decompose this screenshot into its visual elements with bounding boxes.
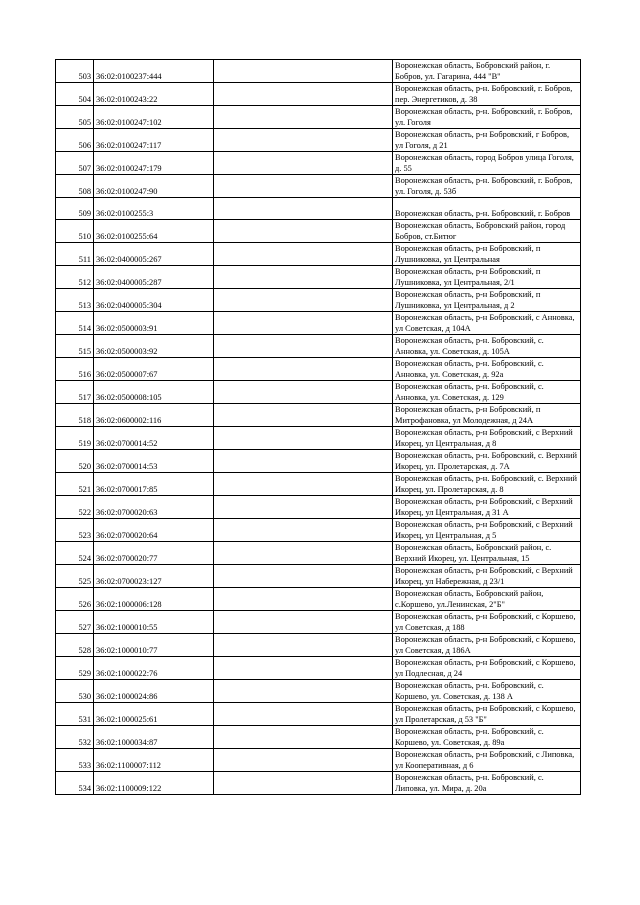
empty-cell bbox=[214, 588, 393, 611]
empty-cell bbox=[214, 83, 393, 106]
table-row bbox=[56, 749, 581, 772]
cadastral-number: 36:02:0500003:91 bbox=[94, 312, 214, 335]
row-number: 520 bbox=[56, 450, 94, 473]
cadastral-number: 36:02:1000025:61 bbox=[94, 703, 214, 726]
empty-cell bbox=[214, 565, 393, 588]
row-number: 530 bbox=[56, 680, 94, 703]
table-row bbox=[56, 106, 581, 129]
cadastral-number: 36:02:0600002:116 bbox=[94, 404, 214, 427]
cadastral-number: 36:02:0500008:105 bbox=[94, 381, 214, 404]
table-row bbox=[56, 404, 581, 427]
table-row bbox=[56, 450, 581, 473]
row-number: 534 bbox=[56, 772, 94, 795]
cadastral-number: 36:02:0400005:304 bbox=[94, 289, 214, 312]
address-cell: Воронежская область, р-н. Бобровский, с. Анновка, ул. Советская, д. 92а bbox=[393, 358, 581, 381]
table-row bbox=[56, 542, 581, 565]
empty-cell bbox=[214, 266, 393, 289]
address-cell: Воронежская область, р-н. Бобровский, с. Коршево, ул. Советская, д. 89а bbox=[393, 726, 581, 749]
row-number: 531 bbox=[56, 703, 94, 726]
table-row bbox=[56, 496, 581, 519]
table-row bbox=[56, 611, 581, 634]
cadastral-number: 36:02:0700014:52 bbox=[94, 427, 214, 450]
table-row bbox=[56, 175, 581, 198]
cadastral-number: 36:02:1000010:55 bbox=[94, 611, 214, 634]
empty-cell bbox=[214, 289, 393, 312]
row-number: 508 bbox=[56, 175, 94, 198]
cadastral-number: 36:02:1100009:122 bbox=[94, 772, 214, 795]
row-number: 514 bbox=[56, 312, 94, 335]
table-row bbox=[56, 634, 581, 657]
address-cell: Воронежская область, р-н Бобровский, с Коршево, ул Советская, д 186А bbox=[393, 634, 581, 657]
empty-cell bbox=[214, 450, 393, 473]
cadastral-number: 36:02:0700020:64 bbox=[94, 519, 214, 542]
cadastral-number: 36:02:1000010:77 bbox=[94, 634, 214, 657]
cadastral-number: 36:02:0700014:53 bbox=[94, 450, 214, 473]
row-number: 507 bbox=[56, 152, 94, 175]
empty-cell bbox=[214, 106, 393, 129]
empty-cell bbox=[214, 335, 393, 358]
address-cell: Воронежская область, р-н Бобровский, с Верхний Икорец, ул Набережная, д 23/1 bbox=[393, 565, 581, 588]
table-row bbox=[56, 312, 581, 335]
address-cell: Воронежская область, р-н. Бобровский, г. Бобров, ул. Гоголя bbox=[393, 106, 581, 129]
row-number: 526 bbox=[56, 588, 94, 611]
empty-cell bbox=[214, 634, 393, 657]
table-row bbox=[56, 473, 581, 496]
property-register-table bbox=[55, 59, 581, 795]
row-number: 517 bbox=[56, 381, 94, 404]
empty-cell bbox=[214, 404, 393, 427]
empty-cell bbox=[214, 129, 393, 152]
table-row bbox=[56, 243, 581, 266]
address-cell: Воронежская область, р-н Бобровский, с Коршево, ул Подлесная, д 24 bbox=[393, 657, 581, 680]
cadastral-number: 36:02:1000022:76 bbox=[94, 657, 214, 680]
empty-cell bbox=[214, 496, 393, 519]
table-row bbox=[56, 519, 581, 542]
row-number: 527 bbox=[56, 611, 94, 634]
row-number: 513 bbox=[56, 289, 94, 312]
row-number: 525 bbox=[56, 565, 94, 588]
table-row bbox=[56, 772, 581, 795]
table-row bbox=[56, 152, 581, 175]
cadastral-number: 36:02:1000024:86 bbox=[94, 680, 214, 703]
cadastral-number: 36:02:1000006:128 bbox=[94, 588, 214, 611]
address-cell: Воронежская область, Бобровский район, г. Бобров, ул. Гагарина, 444 "В" bbox=[393, 60, 581, 83]
table-row bbox=[56, 220, 581, 243]
empty-cell bbox=[214, 611, 393, 634]
address-cell: Воронежская область, р-н. Бобровский, с. Верхний Икорец, ул. Пролетарская, д. 7А bbox=[393, 450, 581, 473]
address-cell: Воронежская область, р-н. Бобровский, г. Бобров, пер. Энергетиков, д. 38 bbox=[393, 83, 581, 106]
row-number: 512 bbox=[56, 266, 94, 289]
cadastral-number: 36:02:0100247:179 bbox=[94, 152, 214, 175]
empty-cell bbox=[214, 60, 393, 83]
empty-cell bbox=[214, 680, 393, 703]
address-cell: Воронежская область, р-н. Бобровский, г. Бобров bbox=[393, 198, 581, 220]
row-number: 523 bbox=[56, 519, 94, 542]
table-row bbox=[56, 381, 581, 404]
address-cell: Воронежская область, р-н. Бобровский, с. Верхний Икорец, ул. Пролетарская, д. 8 bbox=[393, 473, 581, 496]
address-cell: Воронежская область, Бобровский район, с. Верхний Икорец, ул. Центральная, 15 bbox=[393, 542, 581, 565]
table-row bbox=[56, 83, 581, 106]
row-number: 515 bbox=[56, 335, 94, 358]
table-row bbox=[56, 565, 581, 588]
address-cell: Воронежская область, р-н. Бобровский, с. Анновка, ул. Советская, д. 105А bbox=[393, 335, 581, 358]
empty-cell bbox=[214, 542, 393, 565]
empty-cell bbox=[214, 243, 393, 266]
address-cell: Воронежская область, р-н Бобровский, п Лушниковка, ул Центральная, д 2 bbox=[393, 289, 581, 312]
cadastral-number: 36:02:0500007:67 bbox=[94, 358, 214, 381]
address-cell: Воронежская область, Бобровский район, с.Коршево, ул.Ленинская, 2"Б" bbox=[393, 588, 581, 611]
empty-cell bbox=[214, 519, 393, 542]
table-row bbox=[56, 266, 581, 289]
empty-cell bbox=[214, 772, 393, 795]
cadastral-number: 36:02:0100243:22 bbox=[94, 83, 214, 106]
cadastral-number: 36:02:0100255:64 bbox=[94, 220, 214, 243]
cadastral-number: 36:02:0100237:444 bbox=[94, 60, 214, 83]
address-cell: Воронежская область, р-н. Бобровский, г. Бобров, ул. Гоголя, д. 53б bbox=[393, 175, 581, 198]
empty-cell bbox=[214, 749, 393, 772]
row-number: 529 bbox=[56, 657, 94, 680]
address-cell: Воронежская область, р-н Бобровский, с Коршево, ул Пролетарская, д 53 "Б" bbox=[393, 703, 581, 726]
empty-cell bbox=[214, 152, 393, 175]
empty-cell bbox=[214, 703, 393, 726]
cadastral-number: 36:02:0100255:3 bbox=[94, 198, 214, 220]
row-number: 505 bbox=[56, 106, 94, 129]
cadastral-number: 36:02:0100247:117 bbox=[94, 129, 214, 152]
table-row bbox=[56, 289, 581, 312]
address-cell: Воронежская область, р-н. Бобровский, с. Коршево, ул. Советская, д. 138 А bbox=[393, 680, 581, 703]
row-number: 518 bbox=[56, 404, 94, 427]
address-cell: Воронежская область, р-н Бобровский, с Коршево, ул Советская, д 188 bbox=[393, 611, 581, 634]
address-cell: Воронежская область, р-н Бобровский, п Лушниковка, ул Центральная, 2/1 bbox=[393, 266, 581, 289]
table-row bbox=[56, 588, 581, 611]
cadastral-number: 36:02:0500003:92 bbox=[94, 335, 214, 358]
cadastral-number: 36:02:0400005:287 bbox=[94, 266, 214, 289]
row-number: 522 bbox=[56, 496, 94, 519]
row-number: 516 bbox=[56, 358, 94, 381]
row-number: 533 bbox=[56, 749, 94, 772]
row-number: 506 bbox=[56, 129, 94, 152]
address-cell: Воронежская область, р-н Бобровский, с Верхний Икорец, ул Центральная, д 5 bbox=[393, 519, 581, 542]
cadastral-number: 36:02:0100247:90 bbox=[94, 175, 214, 198]
table-row bbox=[56, 358, 581, 381]
address-cell: Воронежская область, р-н Бобровский, с Липовка, ул Кооперативная, д 6 bbox=[393, 749, 581, 772]
cadastral-number: 36:02:0700020:63 bbox=[94, 496, 214, 519]
empty-cell bbox=[214, 175, 393, 198]
table-row bbox=[56, 703, 581, 726]
table-row bbox=[56, 680, 581, 703]
row-number: 519 bbox=[56, 427, 94, 450]
cadastral-number: 36:02:0100247:102 bbox=[94, 106, 214, 129]
empty-cell bbox=[214, 427, 393, 450]
empty-cell bbox=[214, 473, 393, 496]
row-number: 510 bbox=[56, 220, 94, 243]
row-number: 524 bbox=[56, 542, 94, 565]
row-number: 503 bbox=[56, 60, 94, 83]
row-number: 532 bbox=[56, 726, 94, 749]
empty-cell bbox=[214, 358, 393, 381]
table-row bbox=[56, 129, 581, 152]
row-number: 521 bbox=[56, 473, 94, 496]
address-cell: Воронежская область, р-н. Бобровский, с. Липовка, ул. Мира, д. 20а bbox=[393, 772, 581, 795]
table-row bbox=[56, 198, 581, 220]
table-row bbox=[56, 427, 581, 450]
empty-cell bbox=[214, 220, 393, 243]
cadastral-number: 36:02:0700017:85 bbox=[94, 473, 214, 496]
cadastral-number: 36:02:0700020:77 bbox=[94, 542, 214, 565]
address-cell: Воронежская область, Бобровский район, город Бобров, ст.Битюг bbox=[393, 220, 581, 243]
row-number: 504 bbox=[56, 83, 94, 106]
address-cell: Воронежская область, р-н Бобровский, с Верхний Икорец, ул Центральная, д 31 А bbox=[393, 496, 581, 519]
empty-cell bbox=[214, 312, 393, 335]
address-cell: Воронежская область, р-н. Бобровский, с. Анновка, ул. Советская, д. 129 bbox=[393, 381, 581, 404]
address-cell: Воронежская область, город Бобров улица Гоголя, д. 55 bbox=[393, 152, 581, 175]
empty-cell bbox=[214, 381, 393, 404]
row-number: 509 bbox=[56, 198, 94, 220]
table-row bbox=[56, 335, 581, 358]
cadastral-number: 36:02:1100007:112 bbox=[94, 749, 214, 772]
table-body bbox=[56, 60, 581, 795]
address-cell: Воронежская область, р-н Бобровский, п Лушниковка, ул Центральная bbox=[393, 243, 581, 266]
empty-cell bbox=[214, 726, 393, 749]
table-row bbox=[56, 657, 581, 680]
table-row bbox=[56, 726, 581, 749]
table-row bbox=[56, 60, 581, 83]
empty-cell bbox=[214, 657, 393, 680]
row-number: 528 bbox=[56, 634, 94, 657]
address-cell: Воронежская область, р-н Бобровский, с Анновка, ул Советская, д 104А bbox=[393, 312, 581, 335]
empty-cell bbox=[214, 198, 393, 220]
cadastral-number: 36:02:0400005:267 bbox=[94, 243, 214, 266]
cadastral-number: 36:02:1000034:87 bbox=[94, 726, 214, 749]
address-cell: Воронежская область, р-н Бобровский, п Митрофановка, ул Молодежная, д 24А bbox=[393, 404, 581, 427]
address-cell: Воронежская область, р-н Бобровский, с Верхний Икорец, ул Центральная, д 8 bbox=[393, 427, 581, 450]
address-cell: Воронежская область, р-н Бобровский, г Бобров, ул Гоголя, д 21 bbox=[393, 129, 581, 152]
row-number: 511 bbox=[56, 243, 94, 266]
cadastral-number: 36:02:0700023:127 bbox=[94, 565, 214, 588]
